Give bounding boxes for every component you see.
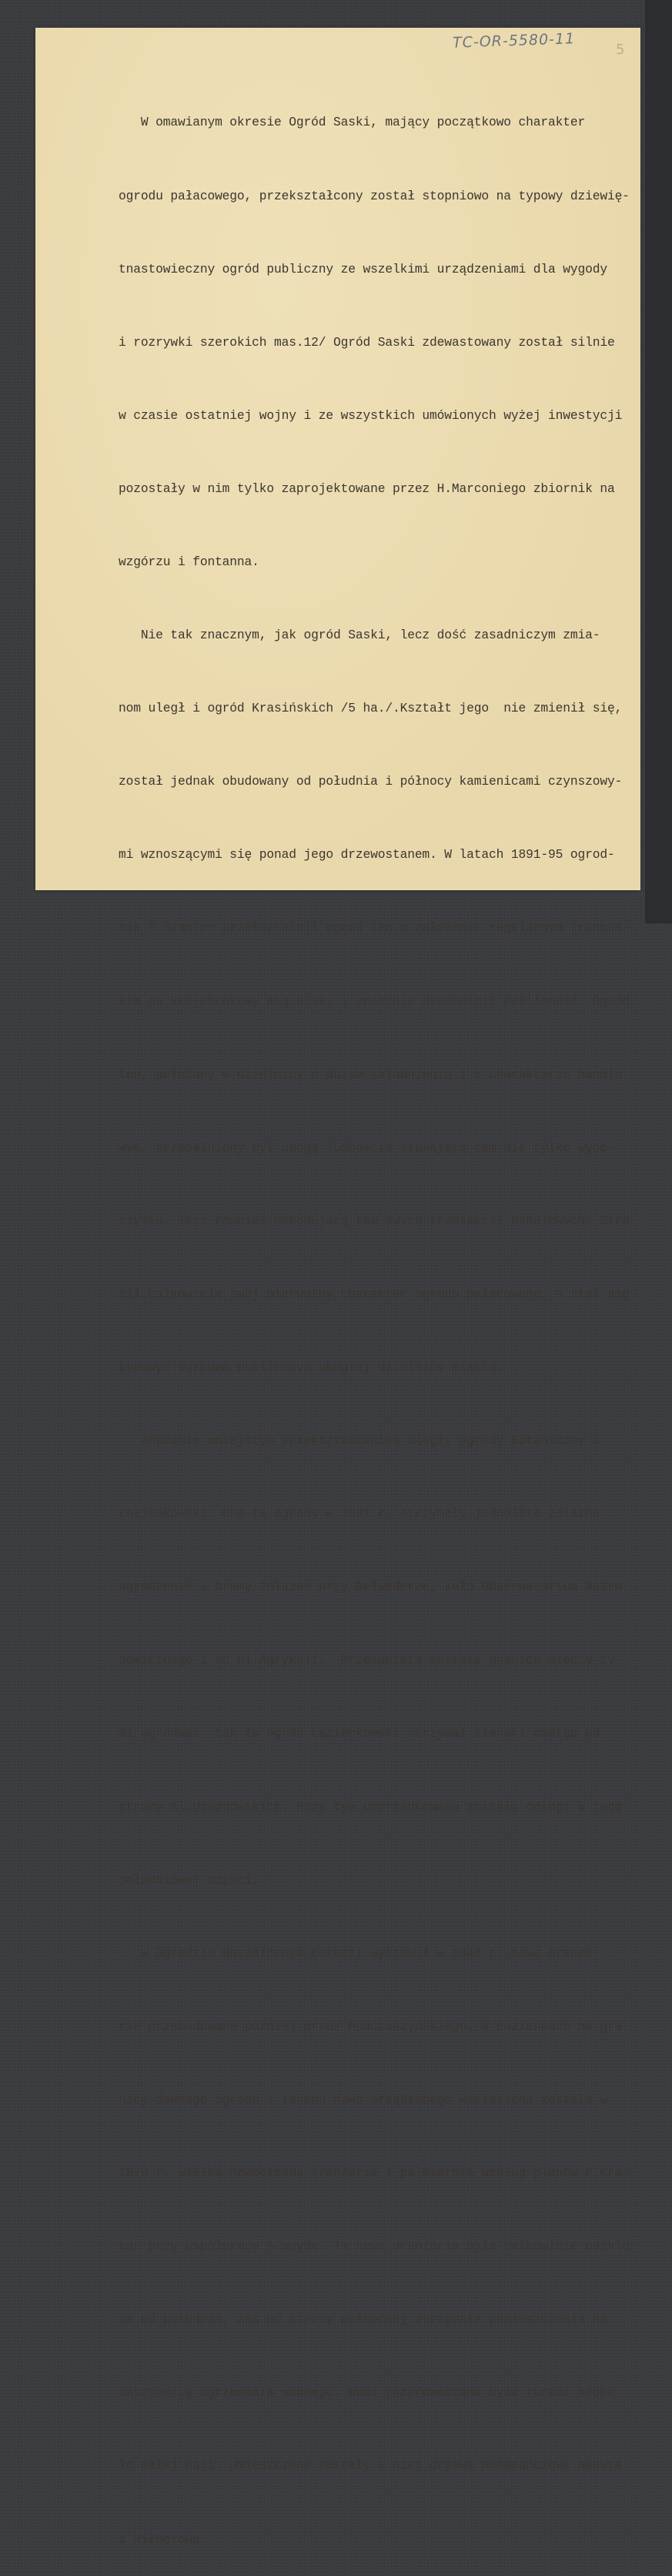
- text-line: został jednak obudowany od południa i północy kamienicami czynszowy-: [119, 774, 623, 789]
- text-line: kau przy współpracy A.Woyde. Ta nowa oranżeria była całkowicie oszklo-: [119, 2239, 637, 2254]
- text-line: pozostały w nim tylko zaprojektowane przez H.Marconiego zbiornik na: [119, 481, 615, 496]
- text-line: południowej części.: [119, 1872, 259, 1888]
- text-line: z Nieborowa.: [119, 2531, 208, 2547]
- text-line: rie przebudowane później przez Podczaszyńskiego. W Łazienkach na gra-: [119, 2018, 630, 2034]
- text-line: nicy dawnego ogrodu i terenu nowo urządzonego wzniesiona została w: [119, 2092, 607, 2107]
- text-line: tnastowieczny ogród publiczny ze wszelkimi urządzeniami dla wygody: [119, 261, 607, 276]
- text-line: ten, położony w dzielnicy o dużym zaludnieniu i o charakterze handlo-: [119, 1067, 630, 1082]
- text-line: ogrodzenie i bramy żelazne przy Belwederze, koło Obserwatorium Astro-: [119, 1579, 630, 1595]
- text-line: wym, przepełniony był ubogą ludnością szukającą tam nie tylko wypo-: [119, 1140, 615, 1155]
- text-line: Łazienkowski. Oba te ogrody w 1891 r. otrzymały jednolite żelazne: [119, 1506, 600, 1522]
- text-line: wzgórzu i fontanna.: [119, 554, 259, 569]
- text-line: strony Al.Ujazdowskich. Poza tym uporządkowane zostały odłogi w jego: [119, 1799, 623, 1814]
- text-line: i rozrywki szerokich mas.12/ Ogród Saski zdewastowany został silnie: [119, 334, 615, 350]
- text-line: Znacznie mniejszym przekształceniom uległy ogrody Botaniczny i: [119, 1433, 600, 1449]
- archive-reference-handwritten: TC-OR-5580-11: [452, 30, 576, 52]
- text-line: czynku, lecz również dokonującą tam swych transakcji handlowych. Stra-: [119, 1213, 637, 1228]
- text-line: cił całkowicie swój pierwotny charakter ogrodu pałacowego, a stał się: [119, 1286, 630, 1301]
- text-line: mi ogrodami, tak że ogród Łazienkowski otrzymał szeroki dostęp od: [119, 1726, 600, 1741]
- text-line: mi wznoszącymi się ponad jego drzewostanem. W latach 1891-95 ogrod-: [119, 847, 615, 863]
- text-line: W Ogrodzie Botanicznym Corazzi wystawił w 1843 r. nowe oranże-: [119, 1945, 600, 1961]
- text-line: nom uległ i ogród Krasińskich /5 ha./.Kształt jego nie zmienił się,: [119, 701, 623, 716]
- text-line: 1870 r. wielka nowoczesna oranżeria i palmiarnia według planów P.Kra-: [119, 2166, 630, 2181]
- text-line: typowym ogrodem publicznym ubogiej dzielnicy miasta.: [119, 1360, 504, 1375]
- text-line: na od południa, zaś od strony północnej otrzymała pomieszczenia na: [119, 2312, 607, 2327]
- text-line: w czasie ostatniej wojny i ze wszystkich umówionych wyżej inwestycji: [119, 407, 623, 423]
- text-line: nik F.Szanior przekształcił ogród ten o założeniu regularnym francus-: [119, 920, 630, 936]
- text-line: ogrodu pałacowego, przekształcony został stopniowo na typowy dziewię-: [119, 188, 630, 203]
- archive-background-strip: [645, 0, 672, 923]
- text-line: Nie tak znacznym, jak ogród Saski, lecz dość zasadniczym zmia-: [119, 628, 600, 643]
- text-line: kim na krajobrazowy angielski i znacznie urozmaicił roślinność. Ogród: [119, 993, 630, 1009]
- page-number: 5: [616, 42, 625, 58]
- text-line: nomicznego i od ul.Agrykoli. Przesunięta została granica między ty-: [119, 1653, 623, 1668]
- text-line: maszynerię ogrzewania wodnego. Woda rozprowadzana była rurami naoko-: [119, 2385, 623, 2400]
- typewritten-text-body: [119, 62, 637, 2576]
- text-line: W omawianym okresie Ogród Saski, mający początkowo charakter: [119, 115, 586, 130]
- text-line: ło całej hali. Umieszczone zostały w niej drzewa pomarańczowe nabyte: [119, 2458, 623, 2474]
